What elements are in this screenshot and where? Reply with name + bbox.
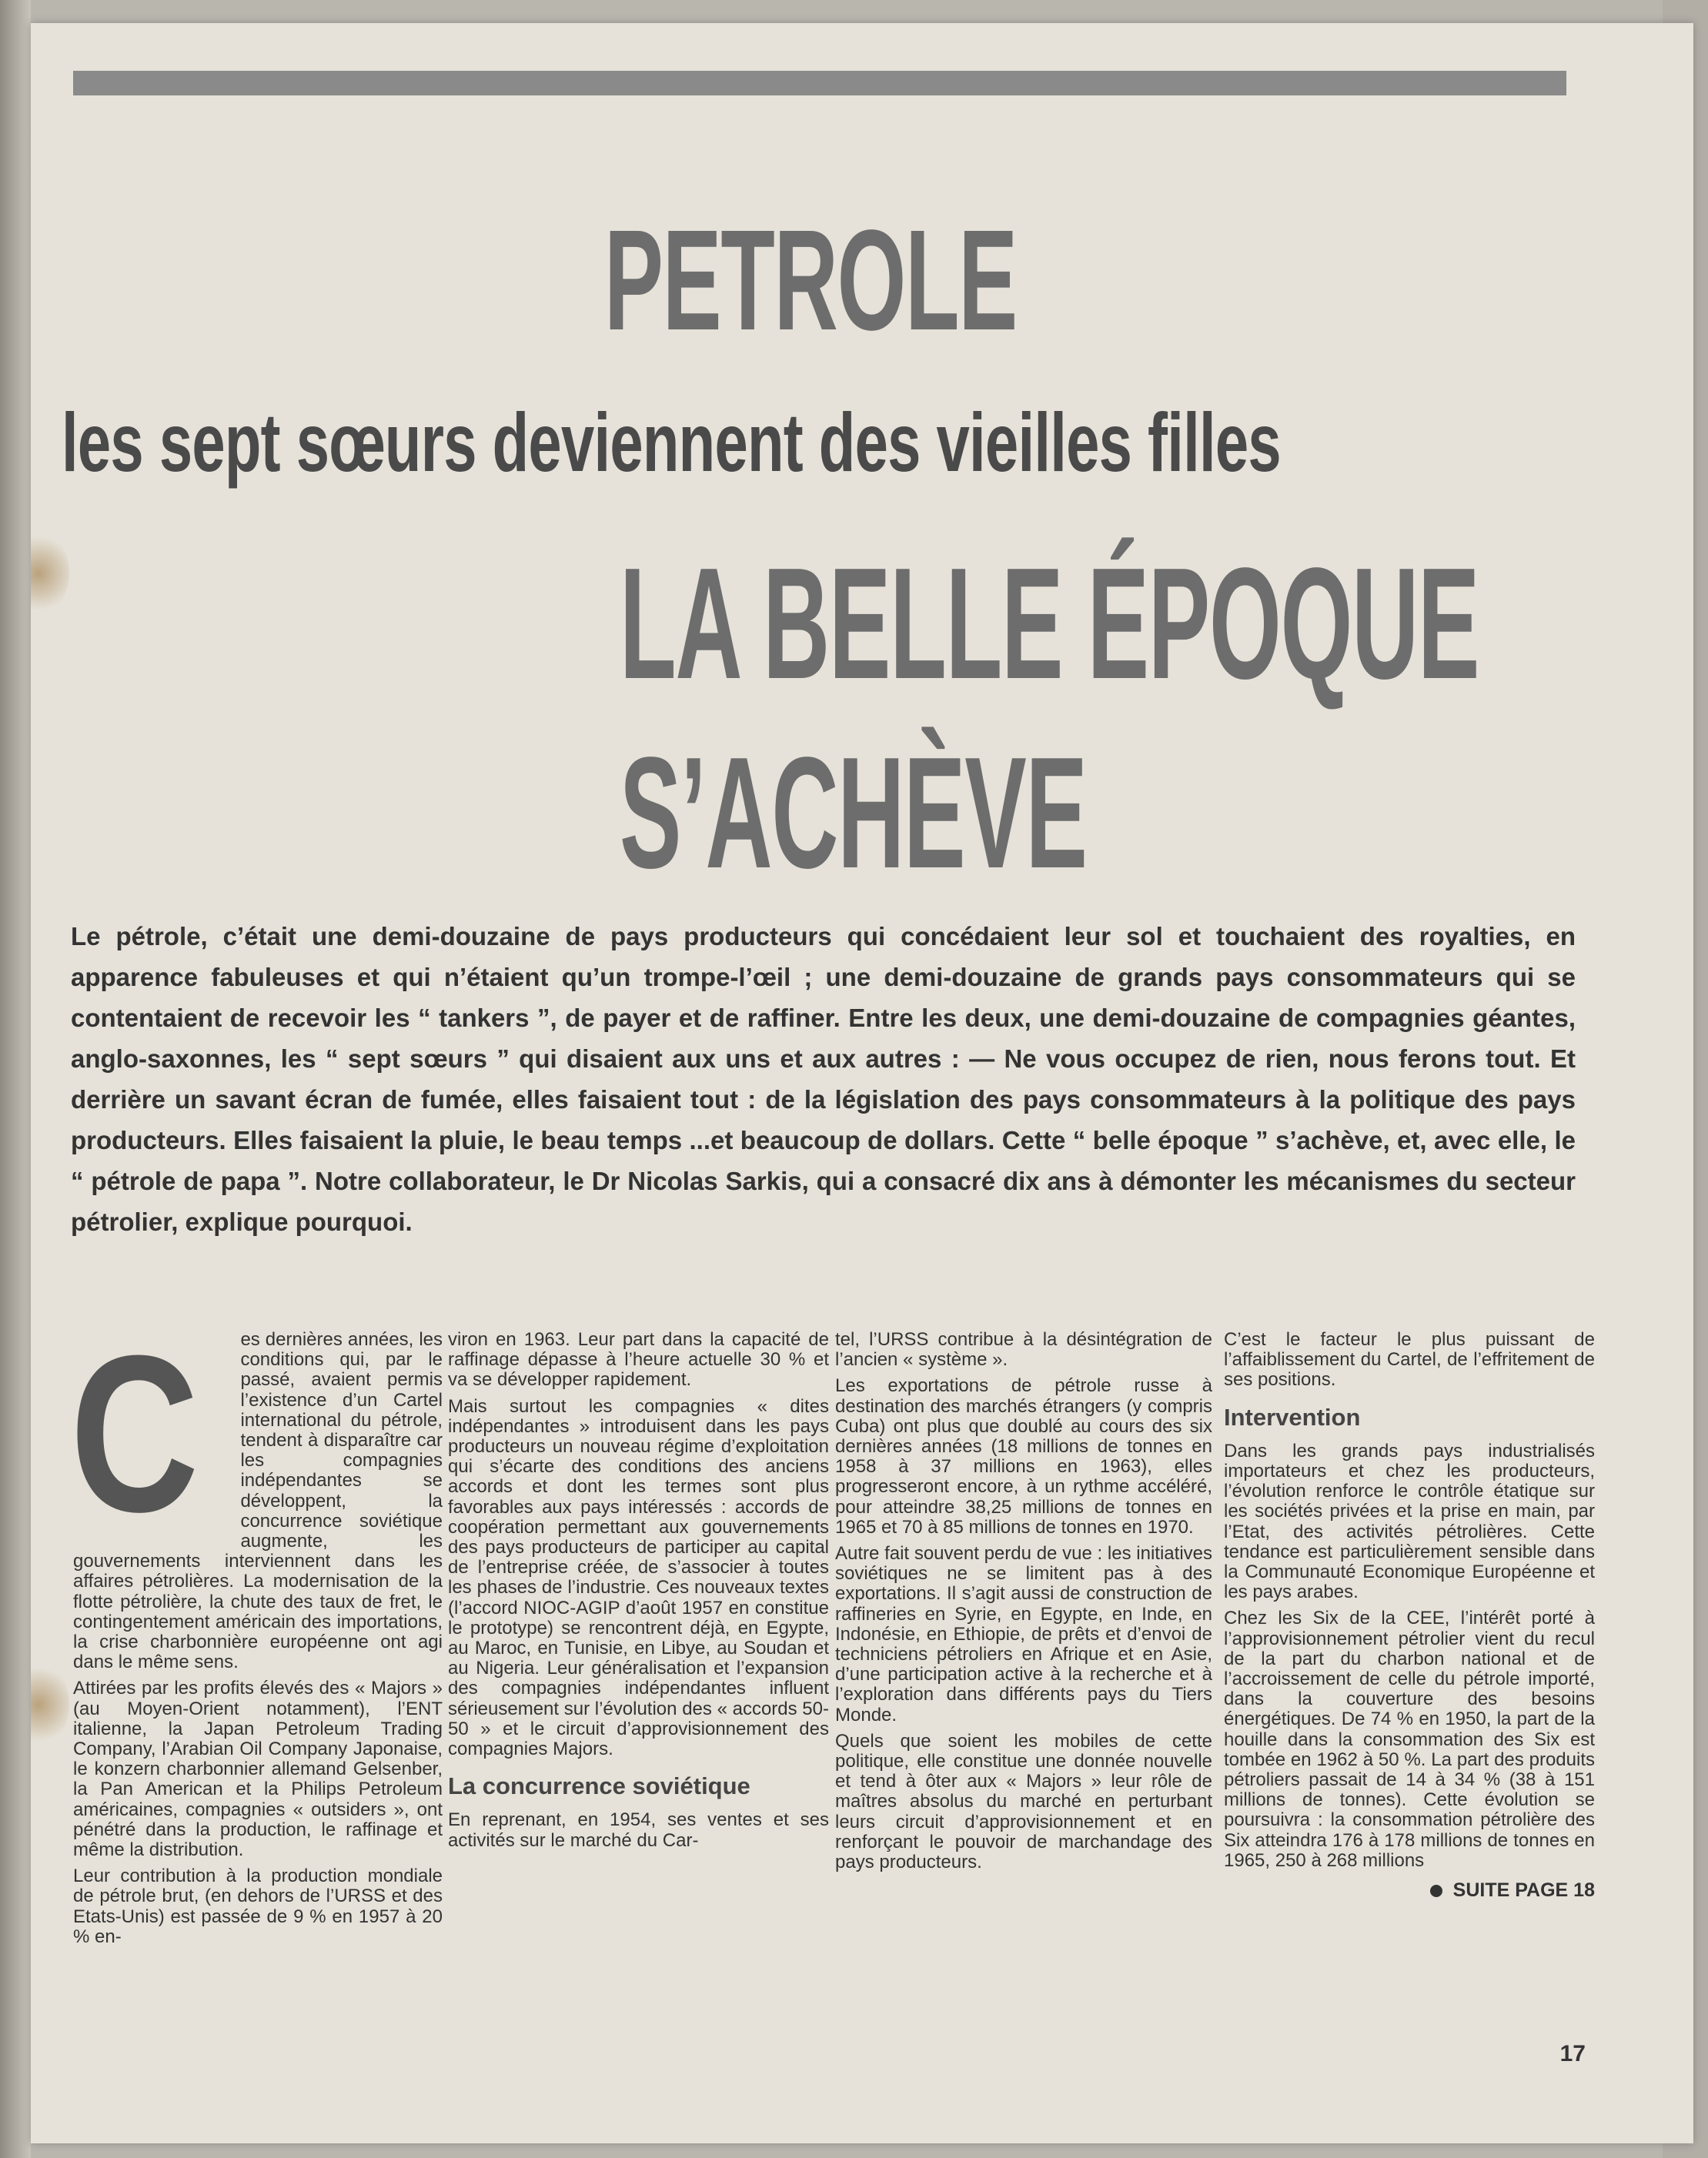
text-column-3	[835, 1330, 1212, 1879]
continued-on-text: SUITE PAGE 18	[1452, 1879, 1595, 1902]
continued-on-link	[1224, 1880, 1595, 1900]
text-column-1	[70, 1309, 443, 1953]
page-stain	[31, 1662, 69, 1747]
paragraph: En reprenant, en 1954, ses ventes et ses activités sur le marché du Car-	[448, 1809, 829, 1851]
text-column-4	[1224, 1330, 1595, 1900]
paragraph: Quels que soient les mobiles de cette politique, elle constitue une donnée nouvelle et tend à ôter aux « Majors » leur rôle de maîtres absolus du marché en perturbant leurs circuit d’approvisionnement et en renforçant le pouvoir de marchandage des pays producteurs.	[835, 1730, 1212, 1873]
page-number: 17	[1559, 2041, 1586, 2066]
header-rule	[73, 71, 1566, 95]
paragraph: tel, l’URSS contribue à la désintégration de l’ancien « système ».	[835, 1329, 1212, 1371]
binding-gutter	[0, 0, 31, 2158]
article-subtitle: les sept sœurs deviennent des vieilles filles	[62, 396, 1281, 489]
paragraph: Leur contribution à la production mondiale de pétrole brut, (en dehors de l’URSS et des Etats-Unis) est passée de 9 % en 1957 à 20 % en-	[73, 1866, 443, 1947]
drop-cap: C	[70, 1309, 199, 1558]
text-column-2	[448, 1330, 829, 1857]
section-heading: Intervention	[1224, 1403, 1361, 1431]
article-title: PETROLE	[604, 201, 1017, 360]
page-stain	[31, 531, 69, 616]
paragraph: Les exportations de pétrole russe à destination des marchés étrangers (y compris Cuba) ont plus que doublé au cours des six dernières années (18 millions de tonnes en 1958 à 37 millions en 1963), elles progresseront encore, à un rythme accéléré, pour atteindre 38,25 millions de tonnes en 1965 et 70 à 85 millions de tonnes en 1970.	[835, 1375, 1212, 1538]
paragraph: Dans les grands pays industrialisés importateurs et chez les producteurs, l’évolution renforce le contrôle étatique sur les sociétés privées et la prise en main, par l’Etat, des activités pétrolières. Cette tendance est particulièrement sensible dans la Communauté Economique Européenne et les pays arabes.	[1224, 1440, 1595, 1603]
paragraph: es dernières années, les conditions qui, par le passé, avaient permis l’existence d’un Cartel international du pétrole, tendent à disparaître car les compagnies indépendantes se développent, la concurrence soviétique augmente, les gouvernements interviennent dans les affaires pétrolières. La modernisation de la flotte pétrolière, la chute des taux de fret, le contingentement américain des importations, la crise charbonnière européenne ont agi dans le même sens.	[73, 1329, 443, 1673]
paragraph: Mais surtout les compagnies « dites indépendantes » introduisent dans les pays producteurs un nouveau régime d’exploitation qui s’écarte des conditions des anciens accords et dont les termes sont plus favorables aux pays intéressés : accords de coopération permettant aux gouvernements des pays producteurs de participer au capital de l’entreprise créée, de s’associer à toutes les phases de l’industrie. Ces nouveaux textes (l’accord NIOC-AGIP d’août 1957 en constitue le prototype) se rencontrent déjà, en Egypte, au Maroc, en Tunisie, en Libye, au Soudan et au Nigeria. Leur généralisation et l’expansion des compagnies indépendantes influent sérieusement sur l’évolution des « accords 50-50 » et le circuit d’approvisionnement des compagnies Majors.	[448, 1395, 829, 1760]
paragraph: C’est le facteur le plus puissant de l’affaiblissement du Cartel, de l’effritement de ses positions.	[1224, 1329, 1595, 1391]
paragraph: Autre fait souvent perdu de vue : les initiatives soviétiques ne se limitent pas à des exportations. Il s’agit aussi de construction de raffineries en Syrie, en Egypte, en Inde, en Indonésie, en Ethiopie, de prêts et d’envoi de techniciens pétroliers en Afrique et en Asie, d’une participation active à la recherche et à l’exploration dans différents pays du Tiers Monde.	[835, 1543, 1212, 1725]
section-heading: La concurrence soviétique	[448, 1772, 750, 1800]
paragraph: viron en 1963. Leur part dans la capacité de raffinage dépasse à l’heure actuelle 30 % et va se développer rapidement.	[448, 1329, 829, 1391]
headline-line-2: S’ACHÈVE	[620, 724, 1087, 901]
paragraph: Attirées par les profits élevés des « Majors » (au Moyen-Orient notamment), l’ENT italienne, la Japan Petroleum Trading Company, l’Arabian Oil Company Japonaise, le konzern charbonnier allemand Gelsenber, la Pan American et la Philips Petroleum américaines, compagnies « outsiders », ont pénétré dans la production, le raffinage et même la distribution.	[73, 1678, 443, 1861]
headline-line-1: LA BELLE ÉPOQUE	[620, 535, 1479, 712]
article-lede: Le pétrole, c’était une demi-douzaine de pays producteurs qui concédaient leur sol et touchaient des royalties, en apparence fabuleuses et qui n’étaient qu’un trompe-l’œil ; une demi-douzaine de grands pays consommateurs qui se contentaient de recevoir les “ tankers ”, de payer et de raffiner. Entre les deux, une demi-douzaine de compagnies géantes, anglo-saxonnes, les “ sept sœurs ” qui disaient aux uns et aux autres : — Ne vous occupez de rien, nous ferons tout. Et derrière un savant écran de fumée, elles faisaient tout : de la législation des pays consommateurs à la politique des pays producteurs. Elles faisaient la pluie, le beau temps ...et beaucoup de dollars. Cette “ belle époque ” s’achève, et, avec elle, le “ pétrole de papa ”. Notre collaborateur, le Dr Nicolas Sarkis, qui a consacré dix ans à démonter les mécanismes du secteur pétrolier, explique pourquoi.	[71, 922, 1576, 1236]
paragraph: Chez les Six de la CEE, l’intérêt porté à l’approvisionnement pétrolier vient du recul de la part du charbon national et de l’accroissement de celle du pétrole importé, dans la couverture des besoins énergétiques. De 74 % en 1950, la part de la houille dans la consommation des Six est tombée en 1962 à 50 %. La part des produits pétroliers passait de 14 à 34 % (38 à 151 millions de tonnes). Cette évolution se poursuivra : la consommation pétrolière des Six atteindra 176 à 178 millions de tonnes en 1965, 250 à 268 millions	[1224, 1608, 1595, 1871]
bullet-icon	[1430, 1885, 1442, 1897]
